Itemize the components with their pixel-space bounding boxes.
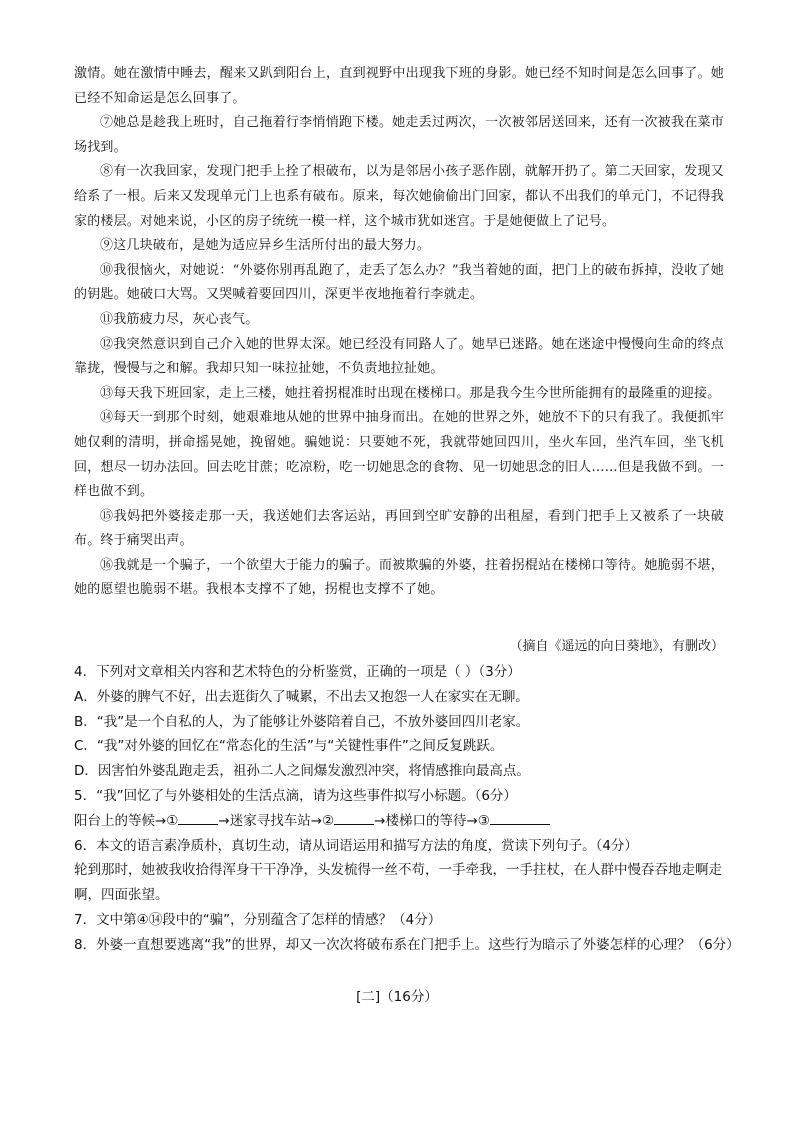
question-6-quote: 轮到那时，她被我收拾得浑身干干净净，头发梳得一丝不苟，一手牵我，一手拄杖，在人群中慢吞吞地走啊走啊，四面张望。 bbox=[74, 862, 722, 904]
paragraph-8: ⑧有一次我回家，发现门把手上拴了根破布，以为是邻居小孩子恶作剧，就解开扔了。第二天回家，发现又给系了一根。后来又发现单元门上也系有破布。原来，每次她偷偷出门回家，都认不出我们的单元门，不记得我家的楼层。对她来说，小区的房子统统一模一样，这个城市犹如迷宫。于是她便做上了记号。 bbox=[74, 164, 724, 229]
paragraph-11: ⑪我筋疲力尽，灰心丧气。 bbox=[100, 311, 259, 327]
passage-source: （摘自《遥远的向日葵地》，有删改） bbox=[509, 639, 724, 654]
question-list bbox=[74, 660, 742, 958]
question-8-stem: 8．外婆一直想要逃离“我”的世界，却又一次次将破布系在门把手上。这些行为暗示了外婆怎样的心理？（6分） bbox=[74, 936, 740, 953]
question-5-flow bbox=[74, 809, 742, 834]
reading-passage bbox=[74, 62, 724, 603]
question-5-part-2: →迷家寻找车站→② bbox=[218, 812, 335, 829]
question-5-part-3: →楼梯口的等待→③ bbox=[374, 812, 490, 829]
paragraph-14: ⑭每天一到那个时刻，她艰难地从她的世界中抽身而出。在她的世界之外，她放不下的只有我了。我便抓牢她仅剩的清明，拼命摇晃她，挽留她。骗她说：只要她不死，我就带她回四川，坐火车回，坐汽车回，坐飞机回，想尽一切办法回。回去吃甘蔗；吃凉粉，吃一切她思念的食物、见一切她思念的旧人……但是我做不到。一样也做不到。 bbox=[74, 410, 724, 500]
paragraph-continued: 激情。她在激情中睡去，醒来又趴到阳台上，直到视野中出现我下班的身影。她已经不知时间是怎么回事了。她已经不知命运是怎么回事了。 bbox=[74, 66, 724, 106]
paragraph-16: ⑯我就是一个骗子，一个欲望大于能力的骗子。而被欺骗的外婆，拄着拐棍站在楼梯口等待。她脆弱不堪，她的愿望也脆弱不堪。我根本支撑不了她，拐棍也支撑不了她。 bbox=[74, 557, 724, 598]
question-5-stem: 5．“我”回忆了与外婆相处的生活点滴，请为这些事件拟写小标题。（6分） bbox=[74, 787, 517, 804]
paragraph-7: ⑦她总是趁我上班时，自己拖着行李悄悄跑下楼。她走丢过两次，一次被邻居送回来，还有一次被我在菜市场找到。 bbox=[74, 115, 724, 155]
paragraph-13: ⑬每天我下班回家，走上三楼，她拄着拐棍准时出现在楼梯口。那是我今生今世所能拥有的最隆重的迎接。 bbox=[100, 385, 721, 401]
answer-blank-2[interactable] bbox=[334, 810, 374, 825]
question-4-stem: 4．下列对文章相关内容和艺术特色的分析鉴赏，正确的一项是（ ）（3分） bbox=[74, 664, 521, 680]
answer-blank-3[interactable] bbox=[490, 810, 550, 825]
question-4-option-a: A．外婆的脾气不好，出去逛街久了喊累，不出去又抱怨一人在家实在无聊。 bbox=[74, 688, 529, 705]
answer-blank-1[interactable] bbox=[178, 810, 218, 825]
paragraph-9: ⑨这几块破布，是她为适应异乡生活所付出的最大努力。 bbox=[100, 238, 431, 254]
paragraph-10: ⑩我很恼火，对她说：“外婆你别再乱跑了，走丢了怎么办？”我当着她的面，把门上的破布拆掉，没收了她的钥匙。她破口大骂。又哭喊着要回四川，深更半夜地拖着行李就走。 bbox=[74, 262, 724, 303]
paragraph-12: ⑫我突然意识到自己介入她的世界太深。她已经没有同路人了。她早已迷路。她在迷途中慢慢向生命的终点靠拢，慢慢与之和解。我却只知一味拉扯她，不负责地拉扯她。 bbox=[74, 336, 724, 377]
question-4-option-c: C．“我”对外婆的回忆在“常态化的生活”与“关键性事件”之间反复跳跃。 bbox=[74, 738, 504, 755]
question-4-option-b: B．“我”是一个自私的人，为了能够让外婆陪着自己，不放外婆回四川老家。 bbox=[74, 713, 530, 730]
section-heading: [二]（16分） bbox=[356, 989, 438, 1005]
question-7-stem: 7．文中第④⑭段中的“骗”，分别蕴含了怎样的情感？（4分） bbox=[74, 911, 442, 928]
question-4-option-d: D．因害怕外婆乱跑走丢，祖孙二人之间爆发激烈冲突，将情感推向最高点。 bbox=[74, 763, 530, 780]
paragraph-15: ⑮我妈把外婆接走那一天，我送她们去客运站，再回到空旷安静的出租屋，看到门把手上又被系了一块破布。终于痛哭出声。 bbox=[74, 508, 724, 549]
question-5-part-1: 阳台上的等候→① bbox=[74, 812, 179, 829]
question-6-stem: 6．本文的语言素净质朴，真切生动，请从词语运用和描写方法的角度，赏读下列句子。（4分） bbox=[74, 837, 638, 854]
